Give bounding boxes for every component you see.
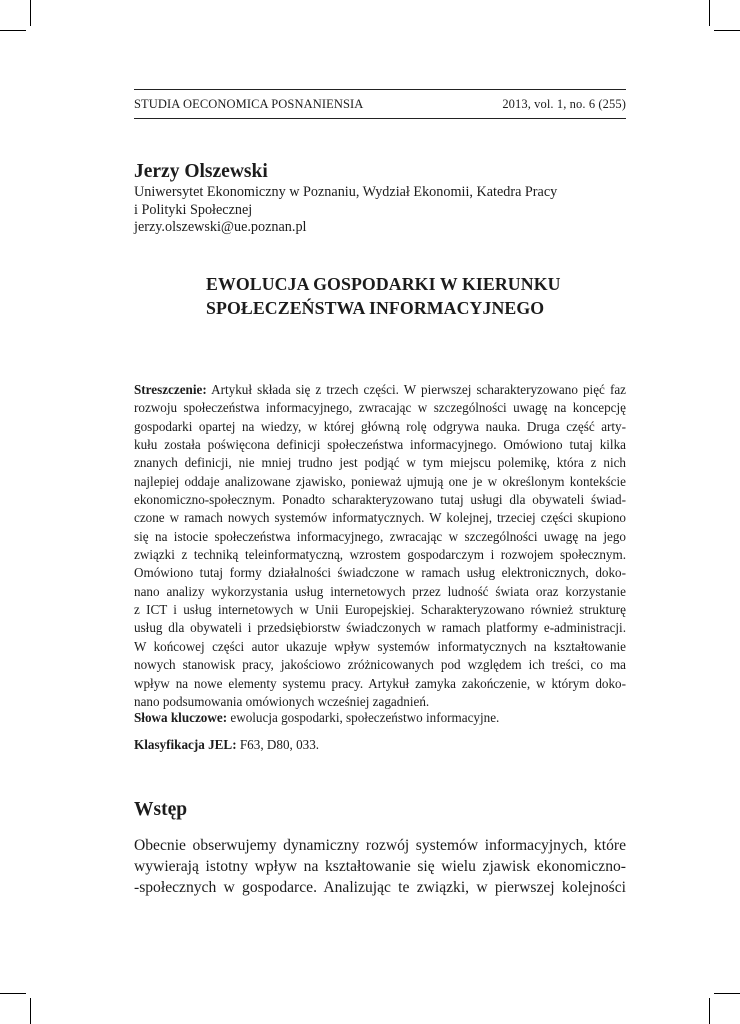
abstract-line bbox=[134, 675, 626, 693]
section-line: -społecznych w gospodarce. Analizując te związki, w pierwszej kolejności bbox=[134, 879, 626, 896]
abstract-line bbox=[134, 399, 626, 417]
section-line: wywierają istotny wpływ na kształtowanie się wielu zjawisk ekonomiczno- bbox=[134, 858, 626, 875]
section-body bbox=[134, 835, 626, 898]
affiliation-line: i Polityki Społecznej bbox=[134, 201, 253, 218]
abstract-line bbox=[134, 601, 626, 619]
journal-name: STUDIA OECONOMICA POSNANIENSIA bbox=[134, 97, 364, 111]
author-email[interactable]: jerzy.olszewski@ue.poznan.pl bbox=[134, 219, 307, 235]
abstract-line-text: W końcowej części autor ukazuje wpływ systemów informatycznych na kształtowanie bbox=[134, 638, 626, 654]
abstract-line-text: z ICT i usług internetowych w Unii Europejskiej. Scharakteryzowano również strukturę bbox=[134, 602, 626, 618]
author-affiliation bbox=[134, 184, 604, 237]
header-rule-top bbox=[134, 89, 626, 90]
abstract-line-text: rozwoju społeczeństwa informacyjnego, zwracając w szczególności uwagę na koncepcję bbox=[134, 400, 626, 416]
title-line: EWOLUCJA GOSPODARKI W KIERUNKU bbox=[206, 274, 561, 294]
jel-classification bbox=[134, 736, 626, 754]
abstract-line-text: czone w ramach nowych systemów informatycznych. W kolejnej, trzeciej części skupiono bbox=[134, 510, 626, 526]
abstract-label: Streszczenie: bbox=[134, 382, 207, 397]
abstract-line-text: związki z techniką teleinformatyczną, wzrostem gospodarczym i rozwojem społecznym. bbox=[134, 547, 626, 563]
abstract-line-text: kułu została poświęcona definicji społeczeństwa informacyjnego. Omówiono tutaj kilka bbox=[134, 437, 626, 453]
crop-mark-bottom-left-h bbox=[0, 993, 26, 994]
abstract-line-text: nowych stanowisk pracy, jakościowo zróżnicowanych pod względem ich treści, co ma bbox=[134, 657, 626, 673]
abstract-line-text: wpływ na nowe elementy systemu pracy. Artykuł zamyka zakończenie, w którym doko- bbox=[134, 675, 626, 691]
keywords-text: ewolucja gospodarki, społeczeństwo informacyjne. bbox=[230, 710, 500, 725]
title-line: SPOŁECZEŃSTWA INFORMACYJNEGO bbox=[206, 298, 545, 318]
jel-text: F63, D80, 033. bbox=[239, 737, 320, 752]
abstract-line bbox=[134, 454, 626, 472]
abstract-line-text: gospodarki opartej na wiedzy, w której główną rolę odgrywa nauka. Druga część arty- bbox=[134, 418, 626, 434]
abstract-line bbox=[134, 418, 626, 436]
abstract-line-text: Omówiono tutaj formy działalności świadczone w ramach usług elektronicznych, doko- bbox=[134, 565, 626, 581]
abstract-line bbox=[134, 656, 626, 674]
abstract bbox=[134, 381, 626, 711]
abstract-line bbox=[134, 473, 626, 491]
running-head bbox=[134, 97, 626, 112]
author-name: Jerzy Olszewski bbox=[134, 161, 268, 182]
section-paragraph bbox=[134, 835, 626, 898]
abstract-line bbox=[134, 491, 626, 509]
abstract-line-text: nano podsumowania omówionych wcześniej zagadnień. bbox=[134, 693, 430, 709]
abstract-line bbox=[134, 619, 626, 637]
abstract-line-text: Artykuł składa się z trzech części. W pierwszej scharakteryzowano pięć faz bbox=[211, 382, 626, 397]
crop-mark-bottom-left bbox=[30, 998, 31, 1024]
abstract-body bbox=[134, 381, 626, 711]
abstract-line bbox=[134, 583, 626, 601]
abstract-line-text: ekonomiczno-społecznym. Ponadto scharakteryzowano tutaj usługi dla obywateli świad- bbox=[134, 492, 626, 508]
affiliation-line: Uniwersytet Ekonomiczny w Poznaniu, Wydział Ekonomii, Katedra Pracy bbox=[134, 184, 558, 200]
abstract-line-text: najlepiej oddaje analizowane zjawisko, ponieważ ujmują one je w określonym kontekście bbox=[134, 473, 626, 489]
abstract-line-text: się na istocie społeczeństwa informacyjnego, zwracając w szczególności uwagę na jego bbox=[134, 528, 626, 544]
abstract-line bbox=[134, 546, 626, 564]
abstract-line-text: usług dla obywateli i przedsiębiorstw świadczonych w ramach platformy e-administracji. bbox=[134, 620, 626, 636]
abstract-line-text: nano analizy wykorzystania usług internetowych przez ludność świata oraz korzystanie bbox=[134, 583, 626, 599]
abstract-line-text: znanych definicji, nie mniej trudno jest podjąć w tym miejscu polemikę, która z nich bbox=[134, 455, 626, 471]
section-line: Obecnie obserwujemy dynamiczny rozwój systemów informacyjnych, które bbox=[134, 837, 626, 854]
crop-mark-bottom-right-h bbox=[714, 993, 740, 994]
crop-mark-top-right-h bbox=[714, 30, 740, 31]
abstract-line bbox=[134, 436, 626, 454]
abstract-line bbox=[134, 381, 626, 399]
section-heading: Wstęp bbox=[134, 799, 188, 820]
keywords-label: Słowa kluczowe: bbox=[134, 710, 228, 725]
keywords bbox=[134, 709, 626, 727]
crop-mark-bottom-right bbox=[709, 998, 710, 1024]
header-rule-bottom bbox=[134, 118, 626, 119]
crop-mark-top-left bbox=[30, 0, 31, 26]
abstract-line bbox=[134, 528, 626, 546]
article-title bbox=[206, 272, 626, 320]
issue-info: 2013, vol. 1, no. 6 (255) bbox=[502, 97, 626, 111]
crop-mark-top-right bbox=[709, 0, 710, 26]
crop-mark-top-left-h bbox=[0, 30, 26, 31]
abstract-line bbox=[134, 564, 626, 582]
abstract-line bbox=[134, 509, 626, 527]
abstract-line bbox=[134, 638, 626, 656]
jel-label: Klasyfikacja JEL: bbox=[134, 737, 237, 752]
